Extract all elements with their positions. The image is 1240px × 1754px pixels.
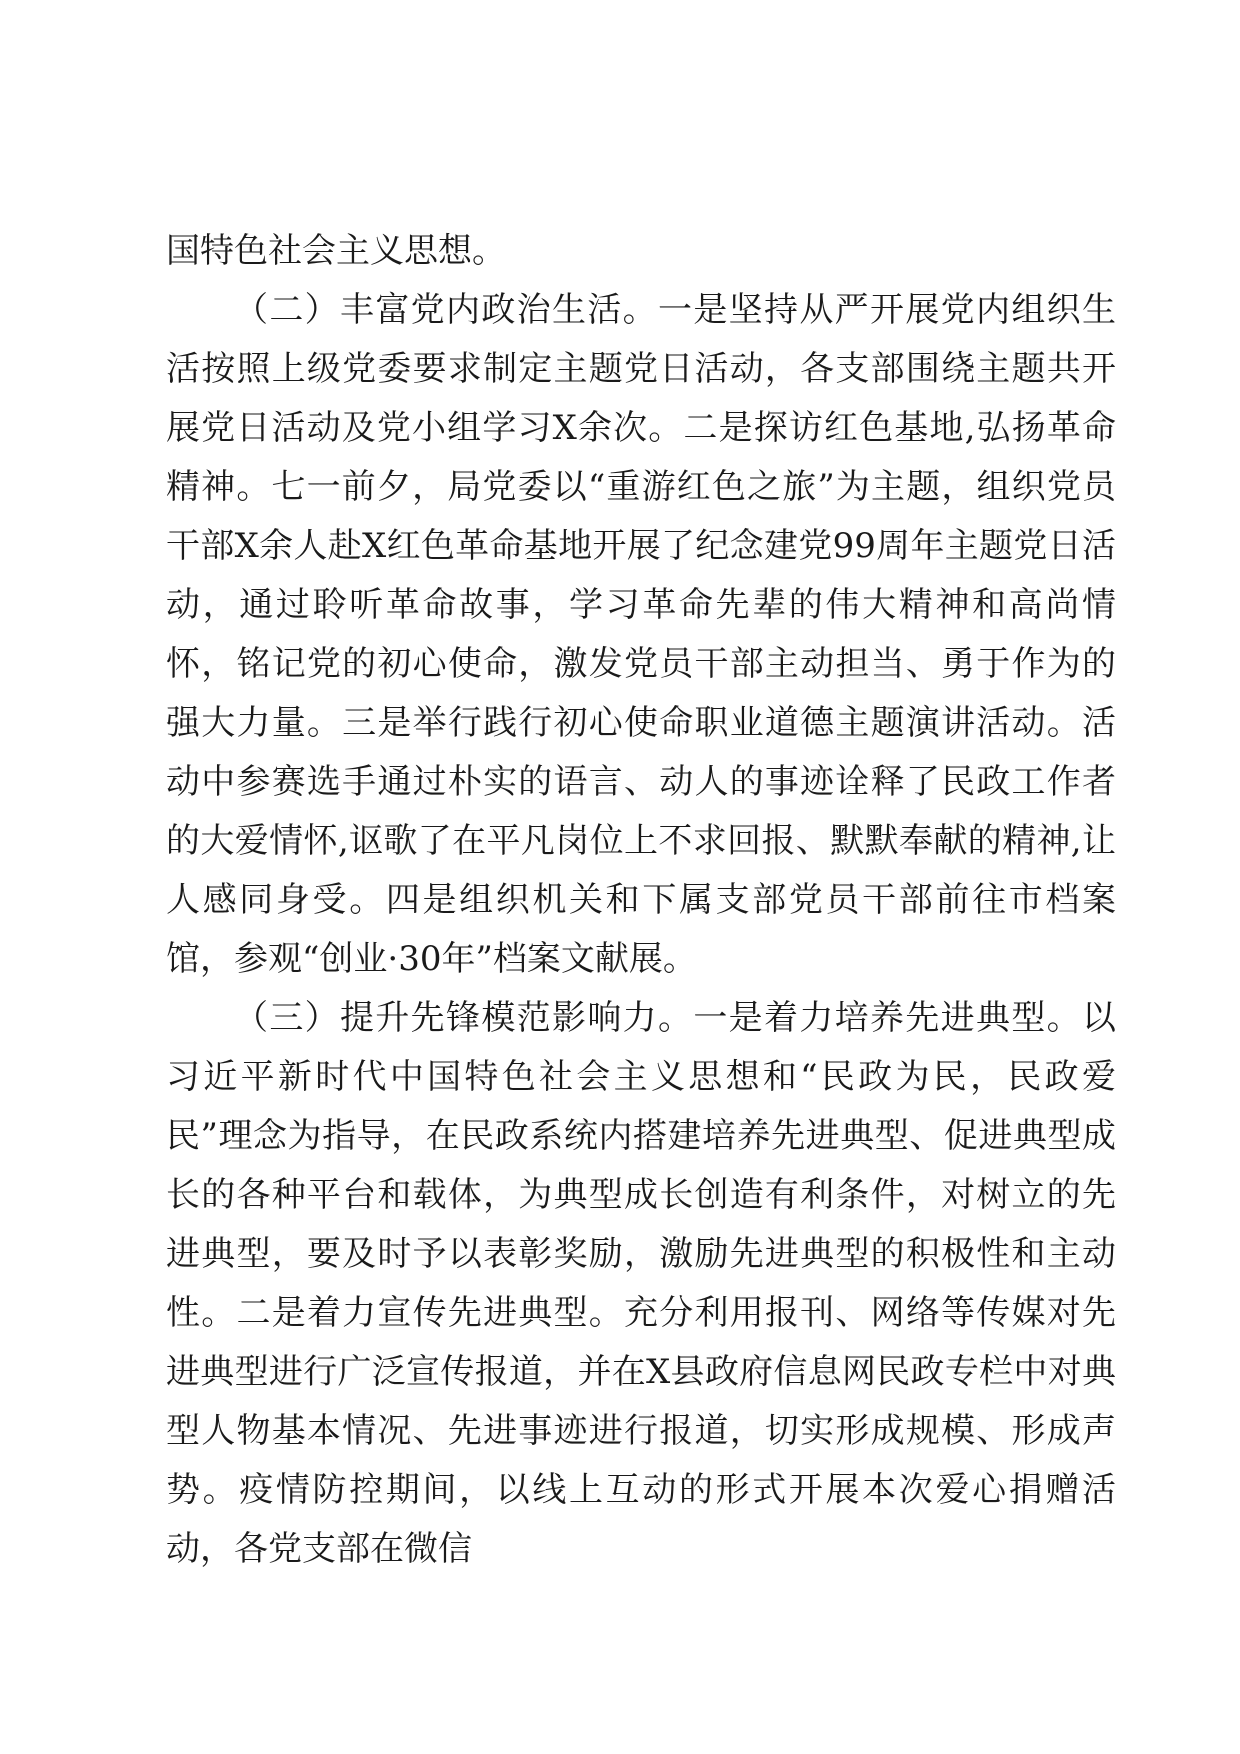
paragraph-section-2: （二）丰富党内政治生活。一是坚持从严开展党内组织生活按照上级党委要求制定主题党日活动，各支部围绕主题共开展党日活动及党小组学习X余次。二是探访红色基地,弘扬革命精神。七一前夕，局党委以“重游红色之旅”为主题，组织党员干部X余人赴X红色革命基地开展了纪念建党99周年主题党日活动，通过聆听革命故事，学习革命先辈的伟大精神和高尚情怀，铭记党的初心使命，激发党员干部主动担当、勇于作为的强大力量。三是举行践行初心使命职业道德主题演讲活动。活动中参赛选手通过朴实的语言、动人的事迹诠释了民政工作者的大爱情怀,讴歌了在平凡岗位上不求回报、默默奉献的精神,让人感同身受。四是组织机关和下属支部党员干部前往市档案馆，参观“创业·30年”档案文献展。 (166, 290, 1116, 979)
document-body (166, 222, 1116, 1579)
paragraph-section-3: （三）提升先锋模范影响力。一是着力培养先进典型。以习近平新时代中国特色社会主义思想和“民政为民，民政爱民”理念为指导，在民政系统内搭建培养先进典型、促进典型成长的各种平台和载体，为典型成长创造有利条件，对树立的先进典型，要及时予以表彰奖励，激励先进典型的积极性和主动性。二是着力宣传先进典型。充分利用报刊、网络等传媒对先进典型进行广泛宣传报道，并在X县政府信息网民政专栏中对典型人物基本情况、先进事迹进行报道，切实形成规模、形成声势。疫情防控期间，以线上互动的形式开展本次爱心捐赠活动，各党支部在微信 (166, 998, 1116, 1569)
paragraph-continuation: 国特色社会主义思想。 (166, 231, 506, 271)
